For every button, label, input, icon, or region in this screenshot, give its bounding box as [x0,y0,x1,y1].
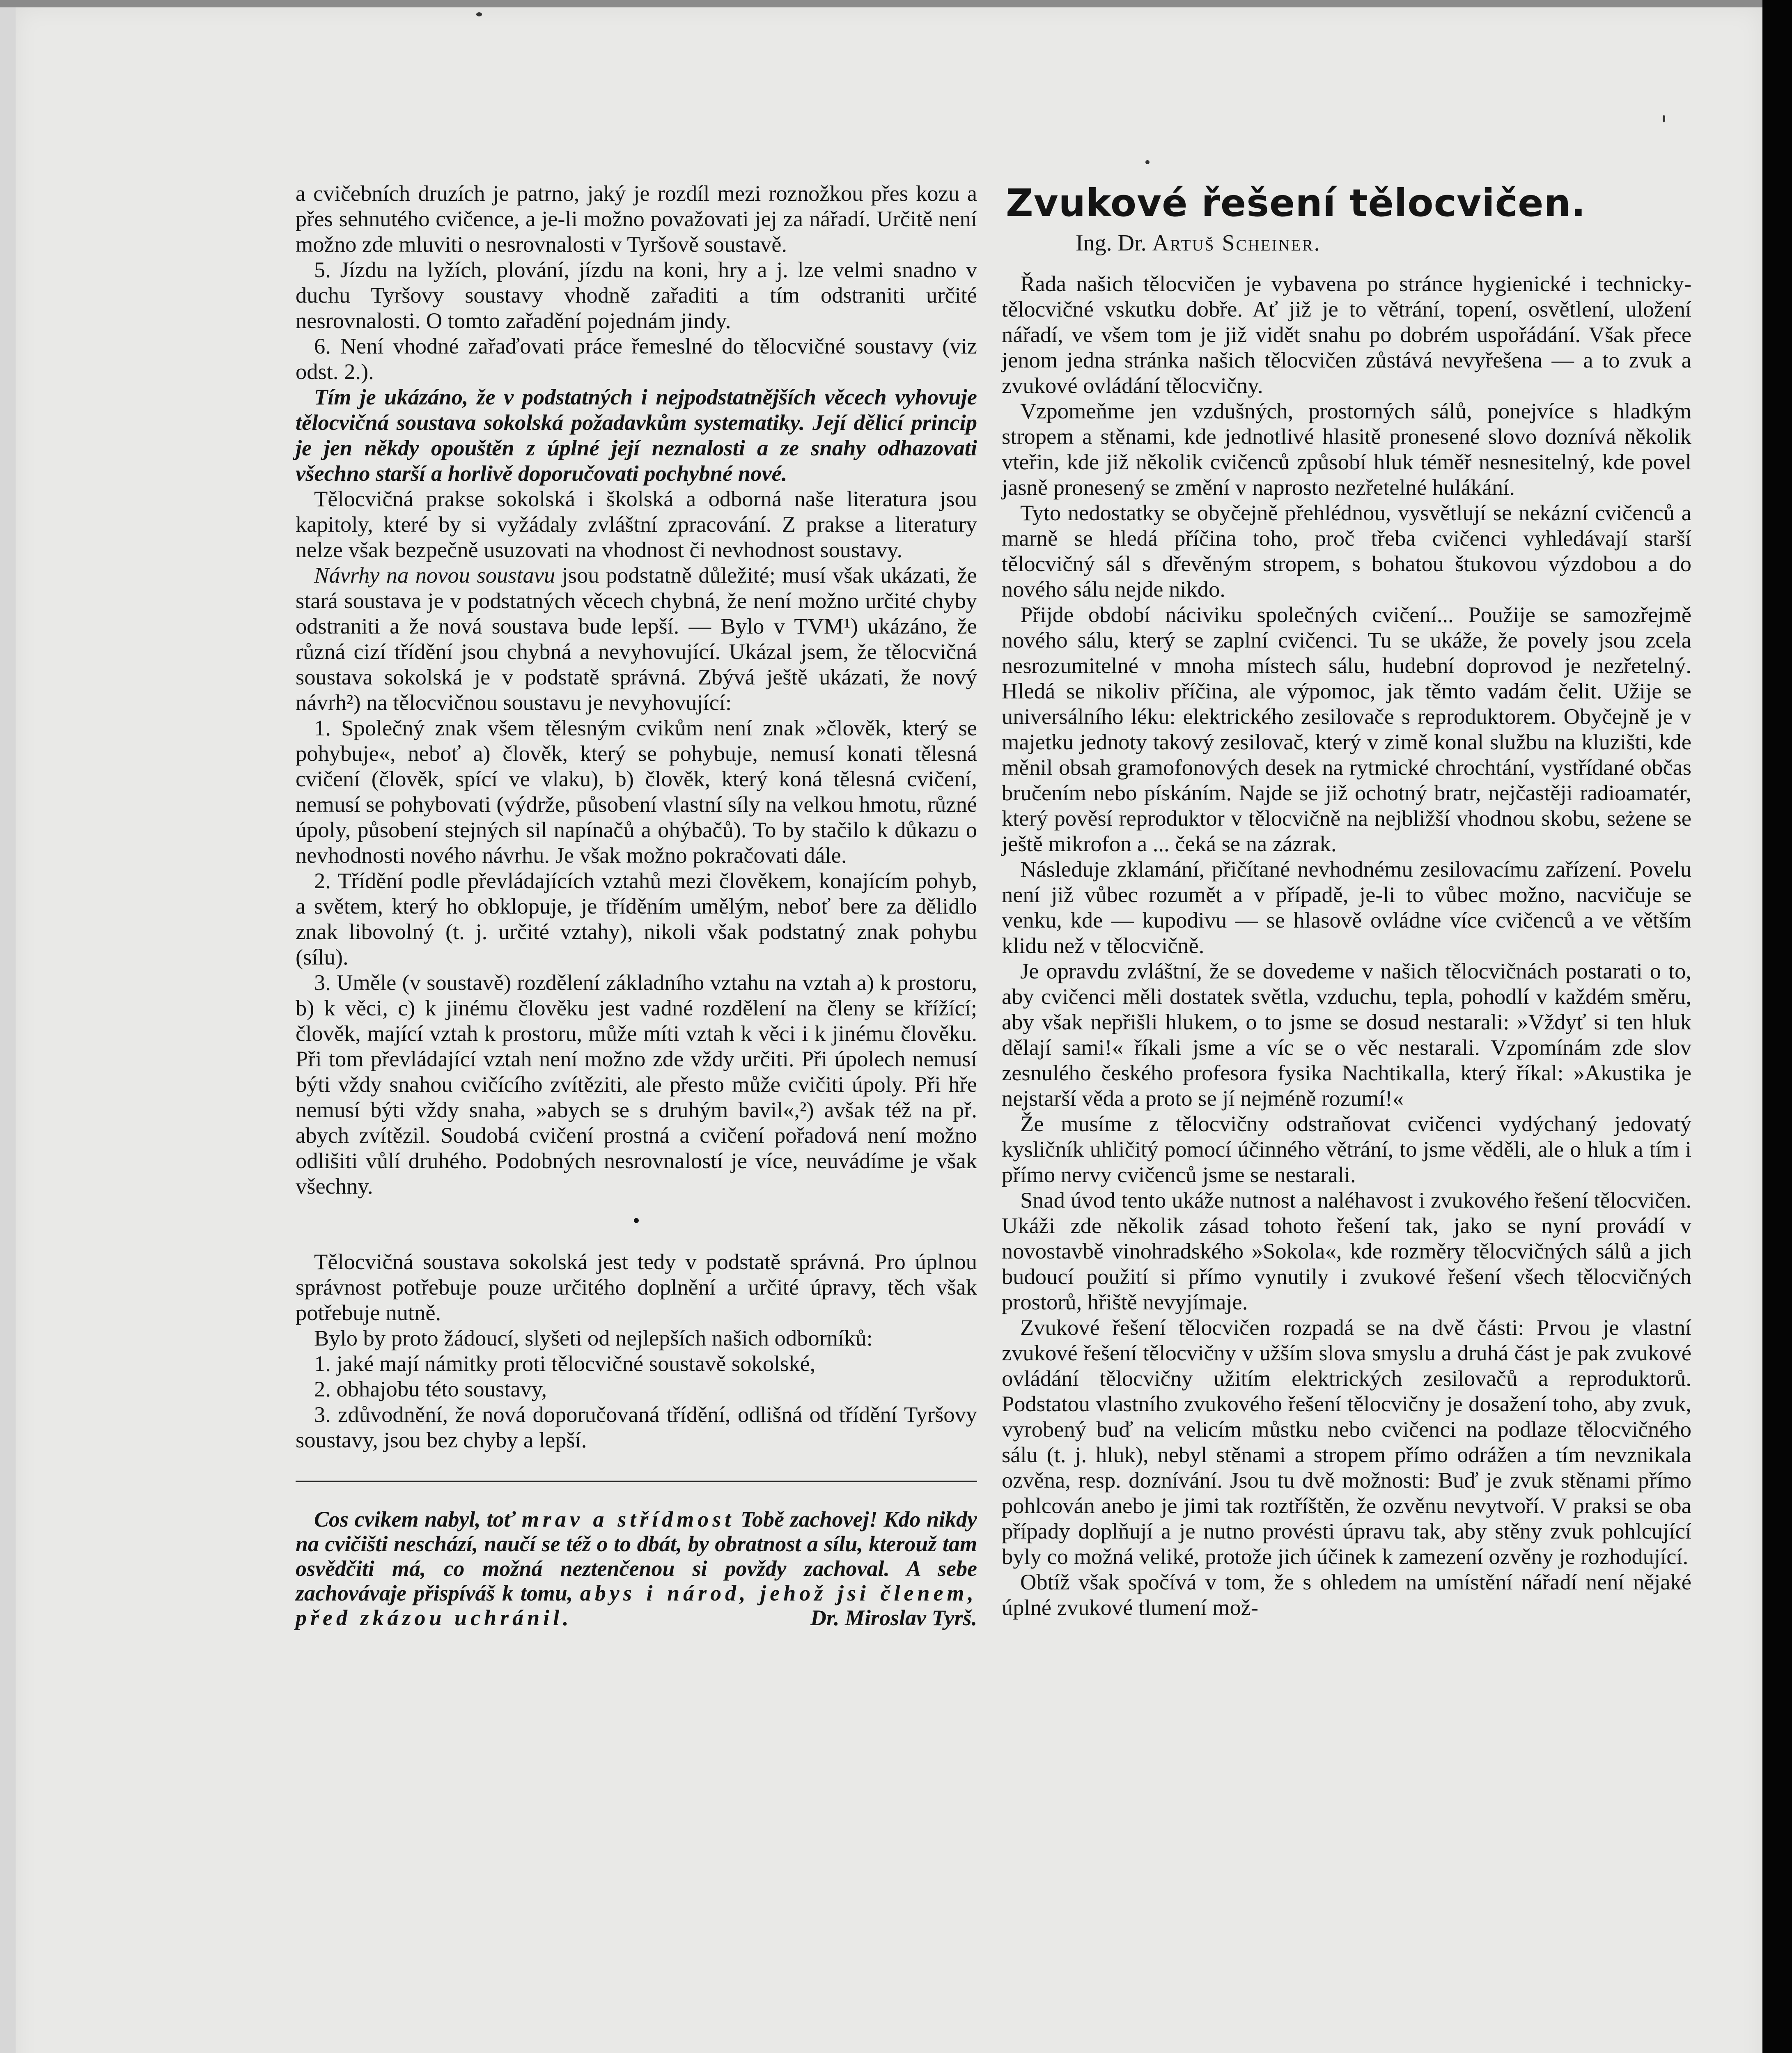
quote-text: Cos cvikem nabyl, toť [314,1507,522,1532]
paragraph: Následuje zklamání, přičítané nevhodnému zesilovacímu zařízení. Povelu není již vůbec rozumět a v případě, je-li to vůbec možno, nacvičuje se venku, kde — kupodivu — se hlasově ovládne více cvičenců a ve větším klidu než v tělocvičně. [1002,857,1691,958]
paragraph: 1. Společný znak všem tělesným cvikům není znak »člověk, který se pohybuje«, neboť a) člověk, který se pohybuje, nemusí konati tělesná cvičení (člověk, spící ve vlaku), b) člověk, který koná tělesná cvičení, nemusí se pohybovati (výdrže, působení vlastní síly na velkou hmotu, různé úpoly, působení stejných sil napínačů a ohýbačů). To by stačilo k důkazu o nevhodnosti nového návrhu. Je však možno pokračovati dále. [296,715,977,868]
scan-speck [1145,160,1150,164]
section-separator: • [633,1209,640,1232]
list-item: 1. jaké mají námitky proti tělocvičné soustavě sokolské, [314,1351,816,1376]
quote-text: Tobě zachovej! Kdo nikdy na cvičišti neschází, naučí se též o to dbát, by obratnost a sílu, kterouž tam osvědčiti má, co možná neztenčenou si povždy zachoval. A sebe zachovávaje přispíváš k tomu, [296,1507,977,1605]
paragraph: Snad úvod tento ukáže nutnost a naléhavost i zvukového řešení tělocvičen. Ukáži zde několik zásad tohoto řešení tak, jako se nyní provádí v novostavbě vinohradského »Sokola«, kde rozměry tělocvičných sálů a jich budoucí použití si přímo vynutily i zvukové řešení všech tělocvičných prostorů, hřiště nevyjímaje. [1002,1187,1691,1314]
quote-author: Dr. Miroslav Tyrš. [810,1605,977,1630]
paragraph: Obtíž však spočívá v tom, že s ohledem na umístění nářadí není nějaké úplné zvukové tlumení mož- [1002,1569,1691,1620]
paragraph: Tyto nedostatky se obyčejně přehlédnou, vysvětlují se nekázní cvičenců a marně se hledá příčina toho, proč třeba cvičenci vyhledávají starší tělocvičný sál s dřevěným stropem, s bohatou štukovou výzdobou a do nového sálu nejde nikdo. [1002,500,1691,602]
byline-prefix: Ing. Dr. [1076,230,1147,256]
divider-rule [296,1481,977,1482]
paragraph: Vzpomeňme jen vzdušných, prostorných sálů, ponejvíce s hladkým stropem a stěnami, kde jednotlivé hlasitě pronesené slovo doznívá několik vteřin, kde již několik cvičenců způsobí hluk téměř nesnesitelný, kde povel jasně pronesený se změní v naprosto nezřetelné hulákání. [1002,398,1691,500]
list-item: 2. obhajobu této soustavy, [314,1376,547,1401]
paragraph: Že musíme z tělocvičny odstraňovat cvičenci vydýchaný jedovatý kysličník uhličitý pomocí účinného větrání, to jsme věděli, ale o hluk a tím i přímo nervy cvičenců jsme se nestarali. [1002,1111,1691,1187]
list-item: 3. zdůvodnění, že nová doporučovaná třídění, odlišná od třídění Tyršovy soustavy, jsou bez chyby a lepší. [296,1402,977,1452]
paragraph: a cvičebních druzích je patrno, jaký je rozdíl mezi roznožkou přes kozu a přes sehnutého cvičence, a je-li možno považovati jej za nářadí. Určitě není možno zde mluviti o nesrovnalosti v Tyršově soustavě. [296,181,977,257]
paragraph: Řada našich tělocvičen je vybavena po stránce hygienické i technicky-tělocvičné vskutku dobře. Ať již je to větrání, topení, osvětlení, uložení nářadí, ve všem tom je již vidět snahu po dobrém uspořádání. Však přece jenom jedna stránka našich tělocvičen zůstává nevyřešena — a to zvuk a zvukové ovládání tělocvičny. [1002,271,1691,398]
scan-right-edge [1762,0,1792,2053]
paragraph: Bylo by proto žádoucí, slyšeti od nejlepších našich odborníků: [314,1325,873,1350]
article-title: Zvukové řešení tělocvičen. [1006,181,1586,225]
paragraph: Tělocvičná prakse sokolská i školská a odborná naše literatura jsou kapitoly, které by si vyžádaly zvláštní zpracování. Z prakse a literatury nelze však bezpečně usuzovati na vhodnost či nevhodnost soustavy. [296,486,977,562]
emphasized-paragraph: Tím je ukázáno, že v podstatných i nejpodstatnějších věcech vyhovuje tělocvičná soustava sokolská požadavkům systematiky. Její dělicí princip je jen někdy opouštěn z úplné její neznalosti a ze snahy odhazovati všechno starší a horlivě doporučovati pochybné nové. [296,384,977,486]
paragraph: 6. Není vhodné zařaďovati práce řemeslné do tělocvičné soustavy (viz odst. 2.). [296,333,977,384]
quote-spaced-text: mrav a střídmost [521,1507,735,1532]
byline-author: Artuš Scheiner. [1152,230,1321,256]
scan-speck [476,12,482,16]
quote-spaced-text: abys i národ, jehož jsi členem, před zkázou uchránil. [296,1581,977,1630]
paragraph: Tělocvičná soustava sokolská jest tedy v podstatě správná. Pro úplnou správnost potřebuje pouze určitého doplnění a určité úpravy, těch však potřebuje nutně. [296,1249,977,1325]
scan-speck [1663,115,1665,122]
paragraph: Zvukové řešení tělocvičen rozpadá se na dvě části: Prvou je vlastní zvukové řešení tělocvičny v užším slova smyslu a druhá část je pak zvukové ovládání tělocvičny užitím elektrických zesilovačů a reproduktorů. Podstatou vlastního zvukového řešení tělocvičny je dosažení toho, aby zvuk, vyrobený buď na velicím můstku nebo cvičenci na podlaze tělocvičného sálu (t. j. hluk), nebyl stěnami a stropem přímo odrážen a tím nevznikala ozvěna, resp. doznívání. Jsou tu dvě možnosti: Buď je zvuk stěnami přímo pohlcován anebo je jimi tak roztříštěn, že ozvěnu nevytvoří. V praksi se oba případy doplňují a je nutno provésti úpravu tak, aby stěny zvuk pohlcující byly co možná veliké, protože jich účinek k zamezení ozvěny je rozhodující. [1002,1315,1691,1569]
paragraph: 3. Uměle (v soustavě) rozdělení základního vztahu na vztah a) k prostoru, b) k věci, c) k jinému člověku jest vadné rozdělení na členy se křížící; člověk, mající vztah k prostoru, může míti vztah k věci i k jinému člověku. Při tom převládající vztah není možno zde vždy určiti. Při úpolech nemusí býti vždy snahou cvičícího zvítěziti, ale přesto může cvičiti úpoly. Při hře nemusí býti vždy snaha, »abych se s druhým bavil«,²) avšak též na př. abych zvítězil. Soudobá cvičení prostná a cvičení pořadová není možno odlišiti vůlí druhého. Podobných nesrovnalostí je více, neuvádíme je však všechny. [296,970,977,1199]
emphasized-phrase: Návrhy na novou soustavu [314,563,555,588]
tyrs-quote [296,1507,977,1630]
paragraph: 2. Třídění podle převládajících vztahů mezi člověkem, konajícím pohyb, a světem, který ho obklopuje, je tříděním umělým, neboť bere za dělidlo znak libovolný (t. j. určité vztahy), nikoli však podstatný znak pohybu (sílu). [296,868,977,969]
right-column [1002,271,1691,1620]
article-byline [1076,230,1321,256]
paragraph: Přijde období náciviku společných cvičení... Použije se samozřejmě nového sálu, který se zaplní cvičenci. Tu se ukáže, že povely jsou zcela nesrozumitelné v mnoha místech sálu, hudební doprovod je nezřetelný. Hledá se nikoliv příčina, ale výpomoc, jak těmto vadám čelit. Užije se universálního léku: elektrického zesilovače s reproduktorem. Obyčejně je v majetku jednoty takový zesilovač, který v zimě konal službu na kluzišti, kde měnil obsah gramofonových desek na rytmické chrochtání, vystřídané občas bručením nebo pískáním. Najde se již ochotný bratr, nejčastěji radioamatér, který pověsí reproduktor v tělocvičně na nejbližší vhodnou skobu, seżene se ještě mikrofon a ... čeká se na zázrak. [1002,602,1691,856]
scan-top-edge [0,0,1792,7]
paragraph [296,563,977,715]
left-column [296,181,977,1630]
paragraph-text: jsou podstatně důležité; musí však ukázati, že stará soustava je v podstatných věcech chybná, že není možno určité chyby odstraniti a že nová soustava bude lepší. — Bylo v TVM¹) ukázáno, že různá cizí třídění jsou chybná a nevyhovující. Ukázal jsem, že tělocvičná soustava sokolská je v podstatě správná. Zbývá ještě ukázati, že nový návrh²) na tělocvičnou soustavu je nevyhovující: [296,563,977,715]
paragraph: Je opravdu zvláštní, že se dovedeme v našich tělocvičnách postarati o to, aby cvičenci měli dostatek světla, vzduchu, tepla, pohodlí v každém směru, aby však nepřišli hlukem, o to jsme se dosud nestarali: »Vždyť si ten hluk dělají sami!« říkali jsme a víc se o věc nestarali. Vzpomínám zde slov zesnulého českého profesora fysika Nachtikalla, který říkal: »Akustika je nejstarší věda a proto se jí nejméně rozumí!« [1002,958,1691,1111]
paragraph: 5. Jízdu na lyžích, plování, jízdu na koni, hry a j. lze velmi snadno v duchu Tyršovy soustavy vhodně zařaditi a tím odstraniti určité nesrovnalosti. O tomto zařadění pojednám jindy. [296,257,977,333]
